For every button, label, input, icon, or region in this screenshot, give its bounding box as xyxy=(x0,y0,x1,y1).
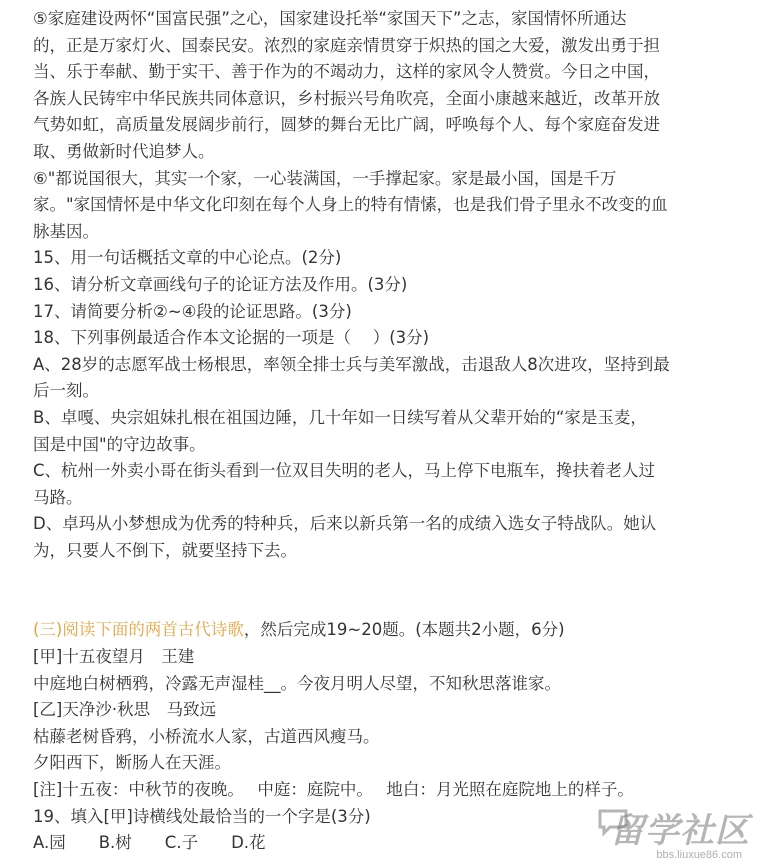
watermark-sub: bbs.liuxue86.com xyxy=(656,849,742,861)
text-line: 家。"家国情怀是中华文化印刻在每个人身上的特有情愫，也是我们骨子里永不改变的血 xyxy=(33,195,668,215)
text-line: 的，正是万家灯火、国泰民安。浓烈的家庭亲情贯穿于炽热的国之大爱，激发出勇于担 xyxy=(33,35,660,55)
text-line: 各族人民铸牢中华民族共同体意识，乡村振兴号角吹亮，全面小康越来越近，改革开放 xyxy=(33,88,660,108)
text-line: 当、乐于奉献、勤于实干、善于作为的不竭动力，这样的家风令人赞赏。今日之中国， xyxy=(33,62,660,82)
section-heading-rest: ，然后完成19~20题。(本题共2小题，6分) xyxy=(243,620,565,640)
option-a: A、28岁的志愿军战士杨根思，率领全排士兵与美军激战，击退敌人8次进攻，坚持到最 xyxy=(33,354,670,374)
poem-b-line-2: 夕阳西下，断肠人在天涯。 xyxy=(33,753,231,773)
question-17: 17、请简要分析②~④段的论证思路。(3分) xyxy=(33,301,352,321)
document-body xyxy=(33,6,723,857)
option-b: B、卓嘎、央宗姐妹扎根在祖国边陲，几十年如一日续写着从父辈开始的“家是玉麦， xyxy=(33,407,647,427)
question-18: 18、下列事例最适合作本文论据的一项是（ ）(3分) xyxy=(33,328,430,348)
annotation-note: [注]十五夜：中秋节的夜晚。 中庭：庭院中。 地白：月光照在庭院地上的样子。 xyxy=(33,780,634,800)
section-3 xyxy=(33,617,723,856)
option-d: D、卓玛从小梦想成为优秀的特种兵，后来以新兵第一名的成绩入选女子特战队。她认 xyxy=(33,514,657,534)
section-heading-highlight: (三)阅读下面的两首古代诗歌 xyxy=(33,620,244,640)
option-c: C、杭州一外卖小哥在街头看到一位双目失明的老人，马上停下电瓶车，搀扶着老人过 xyxy=(33,461,656,481)
poem-a-text: 中庭地白树栖鸦，冷露无声湿桂__。今夜月明人尽望，不知秋思落谁家。 xyxy=(33,673,561,693)
section-heading xyxy=(33,617,723,644)
question-19: 19、填入[甲]诗横线处最恰当的一个字是(3分) xyxy=(33,806,371,826)
section-gap xyxy=(33,564,723,617)
text-line: 气势如虹，高质量发展阔步前行，圆梦的舞台无比广阔，呼唤每个人、每个家庭奋发进 xyxy=(33,115,660,135)
option-c-cont: 马路。 xyxy=(33,487,83,507)
poem-a-title: [甲]十五夜望月 王建 xyxy=(33,647,195,667)
paragraph-6 xyxy=(33,166,723,246)
question-19-options: A.园 B.树 C.子 D.花 xyxy=(33,833,266,853)
question-16: 16、请分析文章画线句子的论证方法及作用。(3分) xyxy=(33,274,408,294)
text-line: 脉基因。 xyxy=(33,221,99,241)
text-line: 取、勇做新时代追梦人。 xyxy=(33,141,215,161)
questions xyxy=(33,245,723,564)
text-line: ⑤家庭建设两怀“国富民强”之心，国家建设托举“家国天下”之志，家国情怀所通达 xyxy=(33,9,627,28)
text-line: ⑥"都说国很大，其实一个家，一心装满国，一手撑起家。家是最小国，国是千万 xyxy=(33,168,617,188)
option-a-cont: 后一刻。 xyxy=(33,381,99,401)
option-d-cont: 为，只要人不倒下，就要坚持下去。 xyxy=(33,540,297,560)
paragraph-5 xyxy=(33,6,723,166)
poem-b-title: [乙]天净沙·秋思 马致远 xyxy=(33,700,217,720)
poem-b-line-1: 枯藤老树昏鸦，小桥流水人家，古道西风瘦马。 xyxy=(33,726,380,746)
option-b-cont: 国是中国"的守边故事。 xyxy=(33,434,206,454)
watermark-main: 留学社区 xyxy=(610,811,750,851)
question-15: 15、用一句话概括文章的中心论点。(2分) xyxy=(33,248,342,268)
